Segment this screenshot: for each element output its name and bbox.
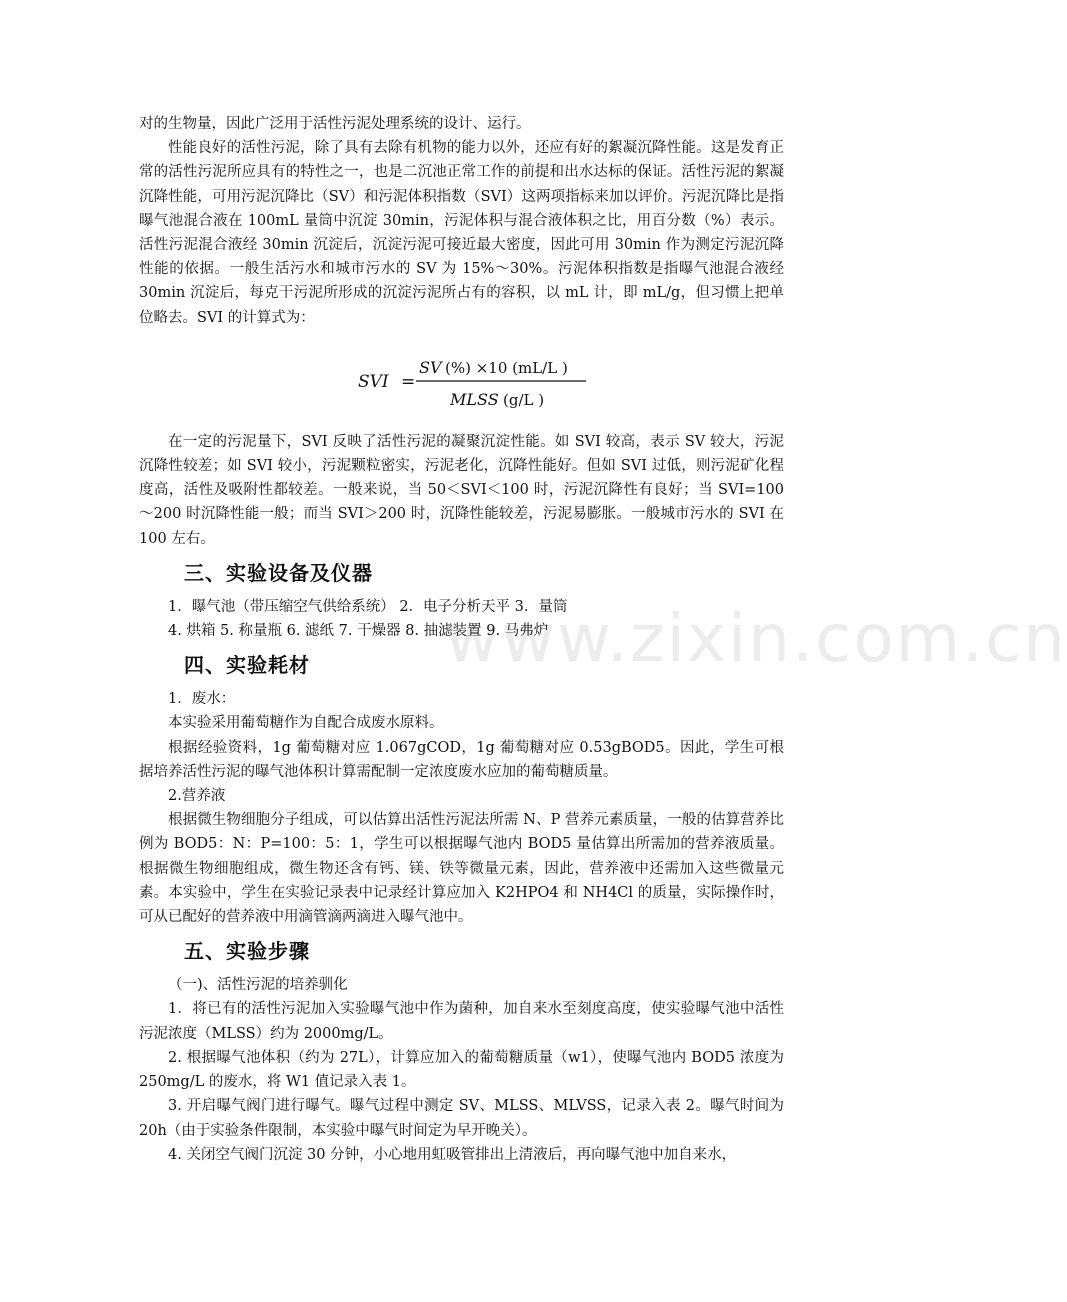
document-body	[139, 112, 784, 1167]
paragraph-settling-performance: 性能良好的活性污泥，除了具有去除有机物的能力以外，还应有好的絮凝沉降性能。这是发育正常的活性污泥所应具有的特性之一，也是二沉池正常工作的前提和出水达标的保证。活性污泥的絮凝沉降性能，可用污泥沉降比（SV）和污泥体积指数（SVI）这两项指标来加以评价。污泥沉降比是指曝气池混合液在 100mL 量筒中沉淀 30min，污泥体积与混合液体积之比，用百分数（%）表示。活性污泥混合液经 30min 沉淀后，沉淀污泥可接近最大密度，因此可用 30min 作为测定污泥沉降性能的依据。一般生活污水和城市污水的 SV 为 15%～30%。污泥体积指数是指曝气池混合液经 30min 沉淀后，每克干污泥所形成的沉淀污泥所占有的容积，以 mL 计，即 mL/g，但习惯上把单位略去。SVI 的计算式为：	[139, 140, 784, 326]
formula-numerator-var: SV	[419, 357, 442, 377]
consumable-1-text-a: 本实验采用葡萄糖作为自配合成废水原料。	[168, 715, 444, 732]
section-5-heading: 五、实验步骤	[184, 939, 310, 964]
consumable-2-title: 2.营养液	[168, 788, 226, 805]
formula-equals: =	[401, 371, 416, 392]
paragraph-svi-explanation: 在一定的污泥量下，SVI 反映了活性污泥的凝聚沉淀性能。如 SVI 较高，表示 SV 较大，污泥沉降性较差；如 SVI 较小，污泥颗粒密实，污泥老化，沉降性能好。但如 SVI 过低，则污泥矿化程度高，活性及吸附性都较差。一般来说，当 50＜SVI＜100 时，污泥沉降性有良好；当 SVI=100～200 时沉降性能一般；而当 SVI＞200 时，沉降性能较差，污泥易膨胀。一般城市污水的 SVI 在 100 左右。	[139, 433, 784, 547]
formula-numerator-rest: (%) ×10 (mL/L )	[445, 358, 568, 377]
equipment-line-1: 1．曝气池（带压缩空气供给系统） 2．电子分析天平 3．量筒	[168, 598, 568, 615]
equipment-line-2: 4. 烘箱 5. 称量瓶 6. 滤纸 7. 干燥器 8. 抽滤装置 9. 马弗炉	[168, 623, 549, 640]
formula-denominator-var: MLSS	[450, 389, 499, 409]
formula-denominator-rest: (g/L )	[503, 390, 545, 409]
procedure-step-4: 4. 关闭空气阀门沉淀 30 分钟，小心地用虹吸管排出上清液后，再向曝气池中加自来水，	[168, 1146, 737, 1163]
formula-lhs: SVI	[358, 371, 389, 392]
section-4-heading: 四、实验耗材	[184, 653, 310, 678]
section-3-heading: 三、实验设备及仪器	[184, 560, 373, 585]
consumable-2-text: 根据微生物细胞分子组成，可以估算出活性污泥法所需 N、P 营养元素质量，一般的估算营养比例为 BOD5：N：P=100：5：1，学生可以根据曝气池内 BOD5 量估算出所需加的营养液质量。根据微生物细胞组成，微生物还含有钙、镁、铁等微量元素，因此，营养液中还需加入这些微量元素。本实验中，学生在实验记录表中记录经计算应加入 K2HPO4 和 NH4Cl 的质量，实际操作时，可从已配好的营养液中用滴管滴两滴进入曝气池中。	[139, 812, 784, 926]
procedure-step-3: 3. 开启曝气阀门进行曝气。曝气过程中测定 SV、MLSS、MLVSS，记录入表 2。曝气时间为 20h（由于实验条件限制，本实验中曝气时间定为早开晚关）。	[139, 1098, 784, 1139]
watermark: www.zixin.com.cn	[445, 600, 1067, 677]
paragraph-intro-continued: 对的生物量，因此广泛用于活性污泥处理系统的设计、运行。	[139, 116, 531, 132]
procedure-subheading-1: （一)、活性污泥的培养驯化	[168, 977, 348, 994]
svi-formula	[139, 336, 784, 424]
consumable-1-title: 1．废水：	[168, 691, 236, 708]
consumable-1-text-b: 根据经验资料，1g 葡萄糖对应 1.067gCOD，1g 葡萄糖对应 0.53gBOD5。因此，学生可根据培养活性污泥的曝气池体积计算需配制一定浓度废水应加的葡萄糖质量。	[139, 739, 784, 780]
procedure-step-2: 2. 根据曝气池体积（约为 27L），计算应加入的葡萄糖质量（w1），使曝气池内 BOD5 浓度为 250mg/L 的废水，将 W1 值记录入表 1。	[139, 1049, 784, 1091]
procedure-step-1: 1．将已有的活性污泥加入实验曝气池中作为菌种，加自来水至刻度高度，使实验曝气池中活性污泥浓度（MLSS）约为 2000mg/L。	[139, 1001, 784, 1042]
